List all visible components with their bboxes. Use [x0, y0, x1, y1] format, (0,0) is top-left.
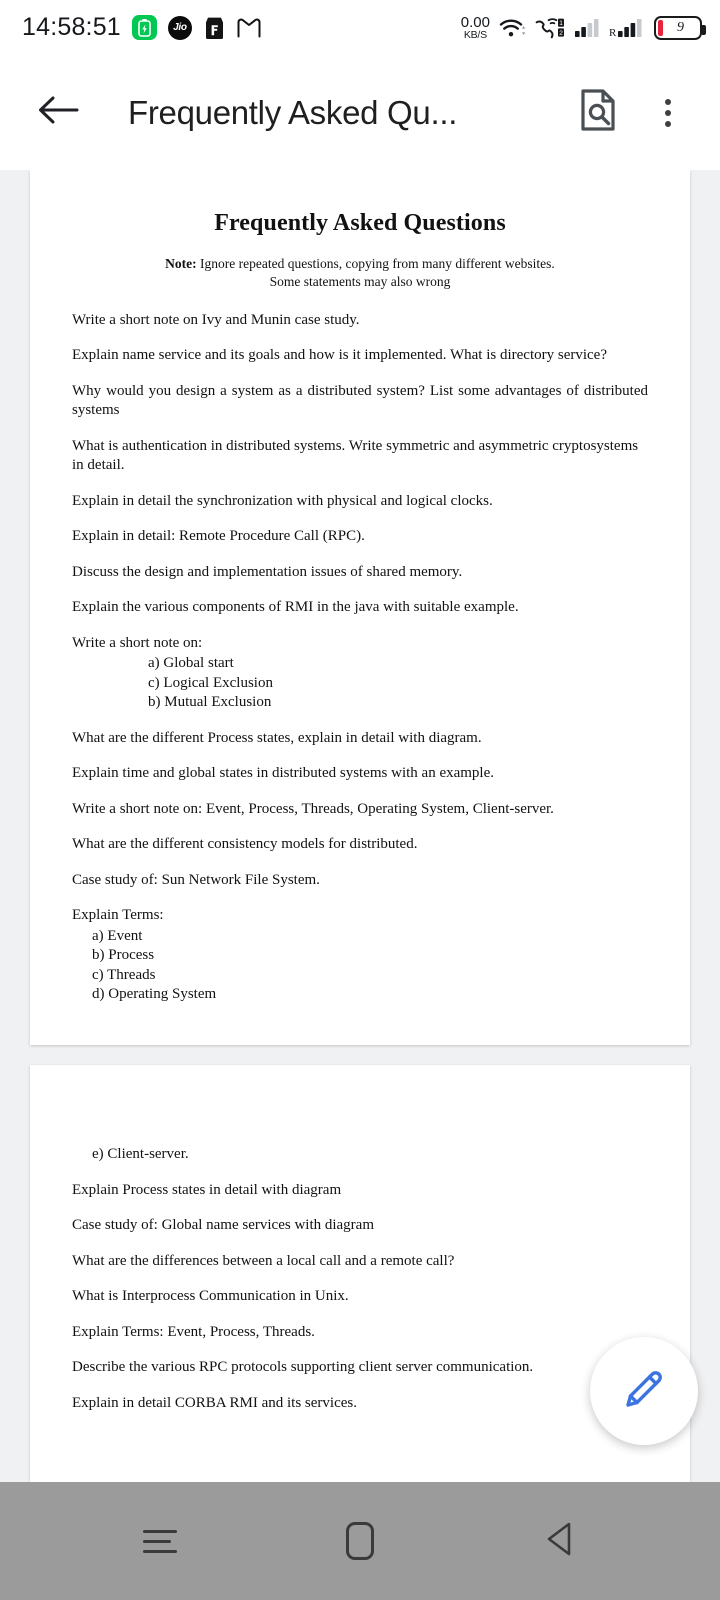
question-item: Write a short note on: Event, Process, Threads, Operating System, Client-server.: [72, 800, 554, 817]
document-page-2: [30, 1065, 690, 1482]
more-options-button[interactable]: [640, 85, 696, 141]
back-button[interactable]: [30, 85, 86, 141]
battery-icon: [654, 16, 702, 40]
document-note: [102, 255, 618, 291]
recents-button[interactable]: [115, 1496, 205, 1586]
sublist-item: c) Logical Exclusion: [148, 674, 273, 691]
find-in-document-icon: [579, 88, 617, 137]
signal-roaming-sim2-icon: [609, 17, 645, 39]
status-bar-left: [22, 13, 261, 42]
recents-menu-icon: [143, 1530, 177, 1553]
find-in-document-button[interactable]: [570, 85, 626, 141]
question-item: Explain time and global states in distributed systems with an example.: [72, 765, 495, 782]
back-nav-button[interactable]: [515, 1496, 605, 1586]
system-navigation-bar: [0, 1482, 720, 1600]
sublist-item: b) Process: [92, 947, 155, 964]
signal-sim1-icon: [574, 17, 600, 39]
document-title: Frequently Asked Questions: [214, 210, 506, 236]
question-item: Explain name service and its goals and how is it implemented. What is directory service?: [72, 347, 607, 364]
question-item: Explain in detail: Remote Procedure Call (RPC).: [72, 528, 365, 545]
document-note-line-1: Ignore repeated questions, copying from many different websites.: [196, 256, 555, 271]
question-item: Why would you design a system as a distributed system? List some advantages of distributed systems: [72, 382, 648, 419]
question-item: What are the different Process states, explain in detail with diagram.: [72, 729, 482, 746]
network-speed-indicator: [461, 15, 490, 41]
wifi-icon: [499, 17, 526, 39]
document-page-1: [30, 170, 690, 1045]
status-bar: [0, 0, 720, 55]
sublist-item: a) Event: [92, 927, 143, 944]
question-item: Explain in detail the synchronization with physical and logical clocks.: [72, 492, 493, 509]
jio-badge-icon: [168, 16, 192, 40]
battery-saver-badge-icon: [132, 15, 157, 40]
edit-fab-button[interactable]: [590, 1337, 698, 1445]
jio-badge-label: Jio: [173, 22, 187, 33]
question-item: Describe the various RPC protocols supporting client server communication.: [72, 1359, 534, 1375]
sublist-item: e) Client-server.: [92, 1146, 189, 1162]
sublist-heading: Write a short note on:: [72, 634, 203, 651]
network-speed-unit: KB/S: [463, 28, 487, 41]
question-item: What is Interprocess Communication in Unix.: [72, 1288, 349, 1304]
status-clock: 14:58:51: [22, 13, 121, 41]
question-sublist-1: [60, 634, 660, 713]
question-item: Discuss the design and implementation issues of shared memory.: [72, 563, 463, 580]
sublist-item: b) Mutual Exclusion: [148, 694, 272, 711]
svg-text:1: 1: [559, 19, 563, 27]
sublist-item: c) Threads: [92, 966, 156, 983]
sublist-item: d) Operating System: [92, 986, 217, 1003]
page-title: Frequently Asked Qu...: [128, 93, 458, 131]
edit-pencil-icon: [619, 1364, 669, 1419]
sublist-item: a) Global start: [148, 655, 234, 672]
flipkart-badge-icon: [203, 16, 226, 40]
home-icon: [346, 1522, 374, 1560]
svg-text:2: 2: [559, 29, 563, 37]
document-note-line-2: Some statements may also wrong: [269, 273, 451, 289]
back-icon: [543, 1520, 577, 1563]
question-item: Write a short note on Ivy and Munin case study.: [72, 311, 360, 328]
question-item: Case study of: Global name services with diagram: [72, 1217, 375, 1233]
question-item: What are the different consistency models for distributed.: [72, 836, 418, 853]
gmail-badge-icon: [237, 18, 261, 38]
question-sublist-2: [60, 906, 660, 1005]
app-bar: [0, 55, 720, 170]
svg-text:R: R: [609, 26, 617, 39]
document-viewer[interactable]: [0, 170, 720, 1482]
question-item: Explain Process states in detail with diagram: [72, 1181, 342, 1198]
vowifi-call-icon: [535, 17, 565, 39]
status-bar-right: [461, 0, 702, 55]
question-item: Explain in detail CORBA RMI and its services.: [72, 1394, 357, 1411]
question-item: Explain the various components of RMI in the java with suitable example.: [72, 599, 519, 616]
document-note-label: Note:: [165, 256, 197, 271]
home-button[interactable]: [315, 1496, 405, 1586]
question-item: Explain Terms: Event, Process, Threads.: [72, 1323, 315, 1340]
arrow-left-icon: [37, 93, 79, 132]
more-options-icon: [665, 99, 671, 127]
network-speed-value: 0.00: [460, 13, 490, 31]
page-separator: [0, 1045, 720, 1065]
sublist-heading: Explain Terms:: [72, 907, 164, 924]
question-item: What is authentication in distributed systems. Write symmetric and asymmetric cryptosystems in detail.: [72, 437, 639, 474]
question-item: What are the differences between a local call and a remote call?: [72, 1252, 455, 1269]
question-item: Case study of: Sun Network File System.: [72, 871, 320, 888]
battery-percent-label: 9: [677, 19, 684, 35]
